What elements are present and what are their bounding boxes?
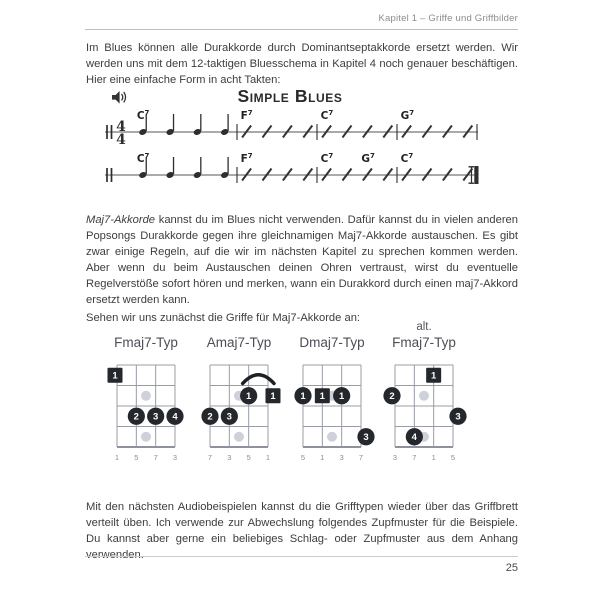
inlay-dot — [141, 391, 151, 401]
fretboard-grid — [282, 363, 382, 467]
finger-number: 4 — [172, 411, 178, 423]
degree-label: 7 — [207, 453, 213, 462]
chapter-header: Kapitel 1 – Griffe und Griffbilder — [378, 13, 518, 24]
maj7-paragraph — [86, 212, 518, 308]
chord-symbol: $F^7$ — [240, 152, 253, 165]
chord-diagram-label: Dmaj7-Typ — [299, 335, 365, 350]
degree-label: 3 — [392, 453, 398, 462]
chord-diagram-alt-label — [282, 320, 382, 335]
header-divider — [85, 29, 518, 30]
finger-number: 2 — [133, 411, 139, 423]
footer-divider — [85, 556, 518, 557]
degree-label: 1 — [265, 453, 271, 462]
finger-number: 1 — [112, 370, 118, 382]
finger-number: 4 — [411, 432, 417, 444]
maj7-paragraph-lead: Maj7-Akkorde — [86, 214, 156, 226]
finger-number: 3 — [455, 411, 461, 423]
finger-number: 1 — [319, 391, 325, 403]
score-title: Simple Blues — [237, 86, 343, 106]
finger-number: 3 — [226, 411, 232, 423]
degree-label: 3 — [172, 453, 178, 462]
degree-label: 5 — [300, 453, 306, 462]
finger-number: 3 — [153, 411, 159, 423]
fretboard-grid — [374, 363, 474, 467]
griffe-intro-line: Sehen wir uns zunächst die Griffe für Maj7-Akkorde an: — [86, 312, 361, 324]
degree-label: 5 — [246, 453, 251, 462]
finger-number: 1 — [431, 370, 437, 382]
finger-number: 1 — [270, 391, 276, 403]
fretboard-grid — [96, 363, 196, 467]
chord-symbol: $G^7$ — [400, 109, 415, 122]
finger-number: 1 — [339, 391, 345, 403]
time-signature-top: 4 — [116, 119, 126, 135]
measure — [321, 109, 393, 138]
fretboard-grid — [189, 363, 289, 467]
chord-symbol: $G^7$ — [361, 152, 375, 165]
intro-paragraph: Im Blues können alle Durakkorde durch Dominantseptakkorde ersetzt werden. Wir werden uns mit dem 12-taktigen Bluesschema in Kapitel 4 noch genauer beschäftigen. Hier eine einfache Form in acht Takten: — [86, 42, 518, 86]
measure — [401, 109, 473, 138]
chord-diagram-fmaj7-typ — [96, 320, 196, 467]
chord-diagram-amaj7-typ — [189, 320, 289, 467]
measure — [321, 152, 393, 181]
chord-diagram-fmaj7-typ — [374, 320, 474, 467]
finger-number: 3 — [363, 432, 369, 444]
chord-symbol: $C^7$ — [136, 109, 150, 122]
music-staff-line-2 — [100, 147, 500, 191]
chord-diagram-alt-label — [96, 320, 196, 335]
measure — [401, 152, 473, 181]
page-number: 25 — [505, 562, 518, 574]
chord-diagrams-row — [0, 320, 600, 470]
finger-number: 2 — [207, 411, 213, 423]
degree-label: 7 — [412, 453, 417, 462]
finger-number: 1 — [300, 391, 306, 403]
chord-symbol: $C^7$ — [320, 109, 334, 122]
chord-symbol: $F^7$ — [240, 109, 253, 122]
degree-label: 1 — [320, 453, 325, 462]
chord-symbol: $C^7$ — [136, 152, 150, 165]
barre-arc — [243, 375, 274, 384]
inlay-dot — [327, 432, 337, 442]
degree-label: 7 — [358, 453, 364, 462]
degree-label: 5 — [134, 453, 139, 462]
chord-diagram-alt-label: alt. — [416, 321, 432, 333]
inlay-dot — [419, 391, 429, 401]
degree-label: 7 — [153, 453, 158, 462]
measure — [241, 109, 313, 138]
finger-number: 2 — [389, 391, 395, 403]
chord-diagram-label: Fmaj7-Typ — [392, 335, 456, 350]
inlay-dot — [234, 432, 244, 442]
chord-symbol: $C^7$ — [400, 152, 414, 165]
final-barline-thick — [474, 166, 478, 184]
chord-symbol: $C^7$ — [320, 152, 334, 165]
outro-paragraph: Mit den nächsten Audiobeispielen kannst du die Grifftypen wieder über das Griffbrett verteilt üben. Ich verwende zur Abwechslung folgendes Zupfmuster für die Beispiele. Du kannst aber gerne ein beliebiges Schlag- oder Zupfmuster aus dem Anhang verwenden. — [86, 501, 518, 561]
degree-label: 1 — [431, 453, 436, 462]
time-signature-bottom: 4 — [116, 132, 126, 148]
degree-label: 1 — [114, 453, 120, 462]
finger-number: 1 — [246, 391, 252, 403]
degree-label: 5 — [450, 453, 456, 462]
chord-diagram-label: Fmaj7-Typ — [114, 335, 178, 350]
degree-label: 3 — [227, 453, 232, 462]
chord-diagram-alt-label — [189, 320, 289, 335]
measure — [241, 152, 313, 181]
degree-label: 3 — [339, 453, 344, 462]
chord-diagram-dmaj7-typ — [282, 320, 382, 467]
inlay-dot — [141, 432, 151, 442]
chord-diagram-label: Amaj7-Typ — [206, 335, 272, 350]
music-staff-line-1 — [100, 104, 500, 148]
maj7-paragraph-rest: kannst du im Blues nicht verwenden. Dafür kannst du in vielen anderen Popsongs Durakkorde gegen ihre gleichnamigen Maj7-Akkorde austauschen. Es gibt zwar einige Regeln, auf die wir im nächsten Kapitel zu sprechen kommen werden. Aber wenn du beim Austauschen deinen Ohren vertraust, wirst du eventuelle Regelverstöße sofort hören und merken, wann ein Durakkord durch einen maj7-Akkord ersetzt werden kann. — [86, 214, 518, 306]
